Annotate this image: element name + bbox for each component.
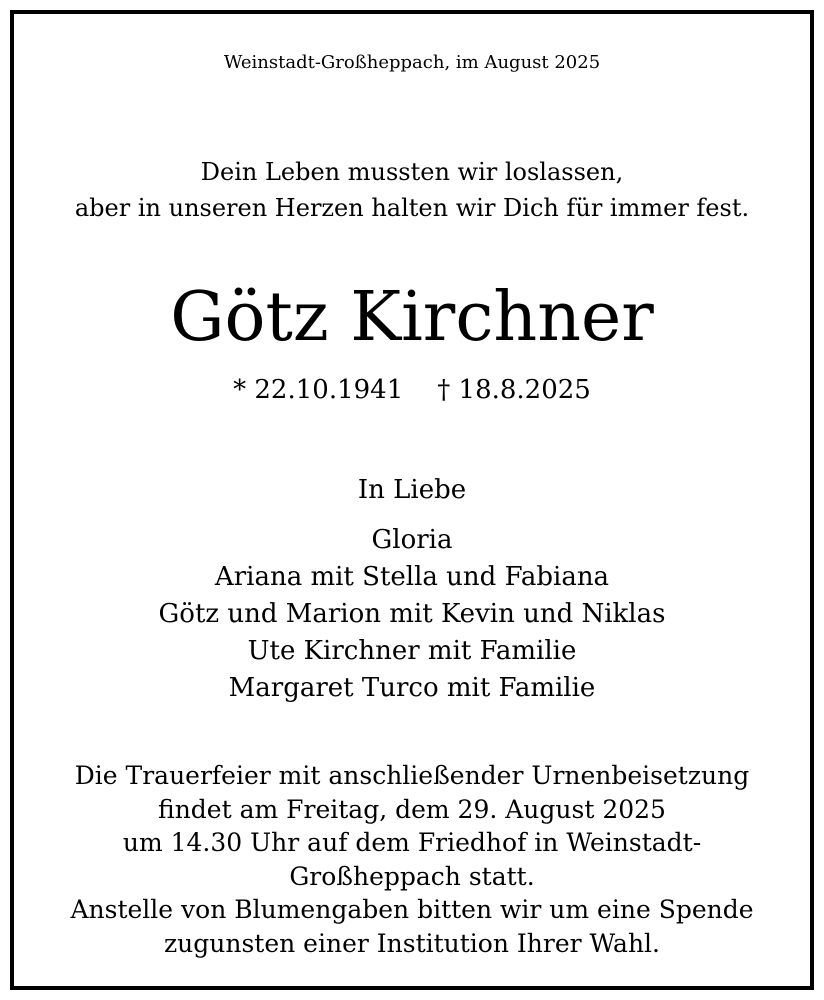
mourner-line: Gloria [371, 525, 453, 555]
memorial-verse [14, 154, 810, 226]
death-date: † 18.8.2025 [437, 375, 591, 405]
funeral-notice [14, 759, 810, 960]
notice-line: findet am Freitag, dem 29. August 2025 [158, 794, 666, 824]
mourner-line: Ute Kirchner mit Familie [247, 636, 577, 666]
place-date: Weinstadt-Großheppach, im August 2025 [223, 52, 601, 73]
mourner-line: Götz und Marion mit Kevin und Niklas [158, 599, 666, 629]
notice-line: um 14.30 Uhr auf dem Friedhof in Weinstadt- [122, 828, 702, 857]
mourner-line: Margaret Turco mit Familie [228, 673, 596, 703]
notice-line: Anstelle von Blumengaben bitten wir um eine Spende [70, 895, 754, 924]
in-love-heading: In Liebe [357, 475, 467, 505]
birth-date: * 22.10.1941 [233, 375, 404, 405]
notice-line: Die Trauerfeier mit anschließender Urnenbeisetzung [74, 761, 750, 790]
notice-line: Großheppach statt. [289, 861, 535, 891]
obituary-notice [10, 10, 814, 990]
deceased-name: Götz Kirchner [170, 278, 654, 357]
notice-line: zugunsten einer Institution Ihrer Wahl. [163, 928, 660, 958]
verse-line: Dein Leben mussten wir loslassen, [200, 158, 624, 186]
mourner-line: Ariana mit Stella und Fabiana [214, 562, 610, 592]
life-dates [14, 372, 810, 408]
verse-line: aber in unseren Herzen halten wir Dich für immer fest. [74, 194, 750, 222]
mourners-list [14, 522, 810, 707]
